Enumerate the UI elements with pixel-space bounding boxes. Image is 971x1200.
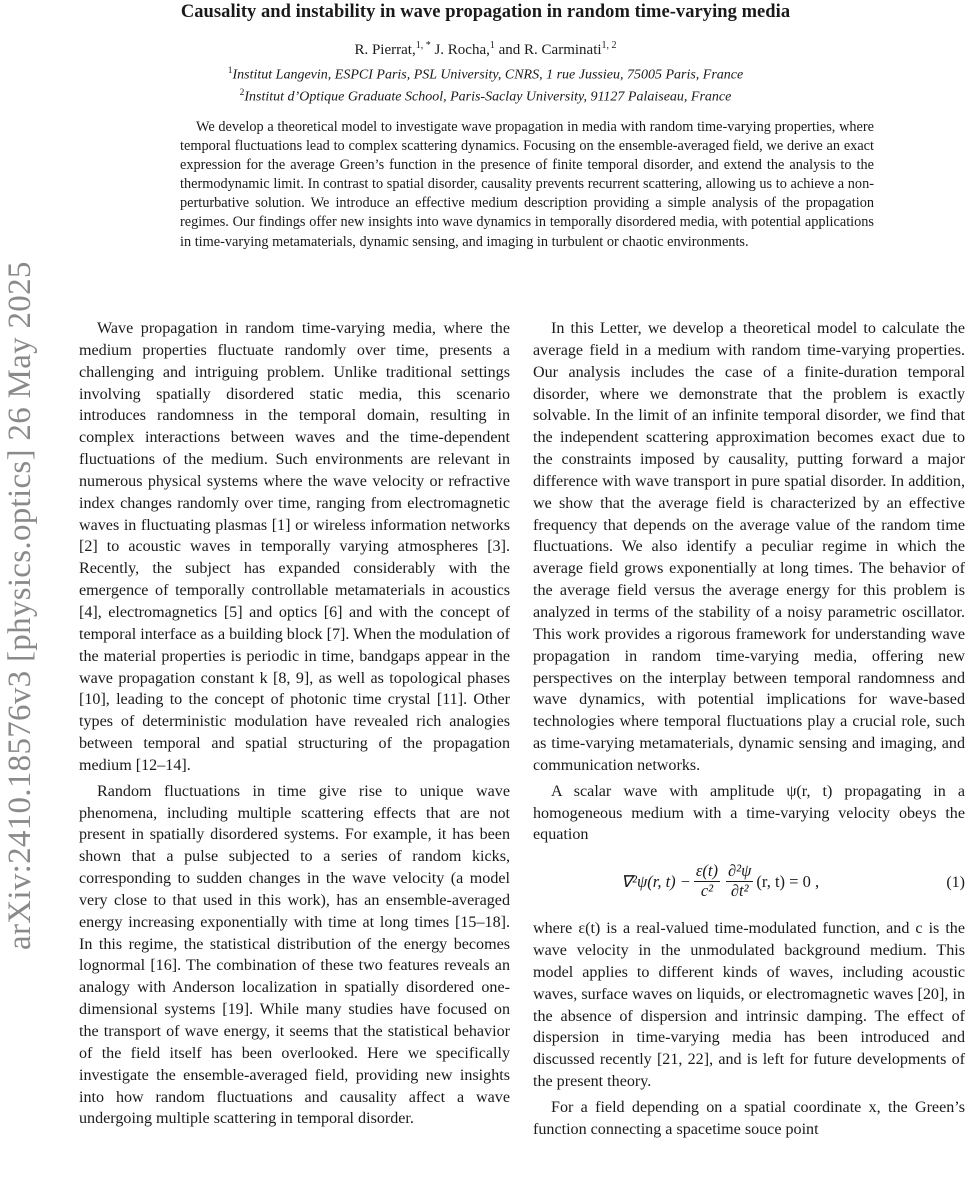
body-paragraph: where ε(t) is a real-valued time-modulated function, and c is the wave velocity in the unmodulated background medium. This model applies to different kinds of waves, including acoustic waves, surface waves on liquids, or electromagnetic waves [20], in the absence of dispersion and intrinsic damping. The effect of dispersion in time-varying media has been introduced and discussed recently [21, 22], and is left for future developments of the present theory. bbox=[533, 920, 965, 1091]
body-paragraph: A scalar wave with amplitude ψ(r, t) propagating in a homogeneous medium with a time-varying velocity obeys the equation bbox=[533, 782, 965, 844]
arxiv-identifier-stamp: arXiv:2410.18576v3 [physics.optics] 26 May 2025 bbox=[2, 261, 38, 950]
fraction-epsilon-over-c2: $\frac{\varepsilon(t)}{\text{c²}}$ bbox=[695, 861, 718, 901]
body-paragraph: In this Letter, we develop a theoretical model to calculate the average field in a medium with random time-varying properties. Our analysis includes the case of a finite-duration temporal disorder, where we demonstrate that the problem is exactly solvable. In the limit of an infinite temporal disorder, we find that the independent scattering approximation becomes exact due to the constraints imposed by causality, putting forward a major difference with wave transport in pure spatial disorder. In addition, we show that the average field is characterized by an effective frequency that depends on the average value of the random time fluctuations. We also identify a peculiar regime in which the average field grows exponentially at long times. The behavior of the average field versus the average energy for this problem is analyzed in terms of the stability of a noisy parametric oscillator. This work provides a rigorous framework for understanding wave propagation in random time-varying media, offering new perspectives on the interplay between temporal randomness and wave dynamics, with potential implications for wave-based technologies where temporal fluctuations play a crucial role, such as time-varying metamaterials, dynamic sensing and imaging, and communication networks. bbox=[533, 320, 965, 774]
body-paragraph: Random fluctuations in time give rise to unique wave phenomena, including multiple scattering effects that are not present in spatially disordered systems. For example, it has been shown that a pulse subjected to a series of random kicks, corresponding to sudden changes in the wave velocity (a model very close to that used in this work), has an ensemble-averaged energy increasing exponentially with time at long times [15–18]. In this regime, the statistical distribution of the energy becomes lognormal [16]. The combination of these two features reveals an analogy with Anderson localization in spatially disordered one-dimensional systems [19]. While many studies have focused on the transport of wave energy, it seems that the statistical behavior of the field itself has been overlooked. Here we specifically investigate the ensemble-averaged field, providing new insights into how random fluctuations and causality affect a wave undergoing multiple scattering in temporal disorder. bbox=[79, 782, 510, 1128]
paper-title: Causality and instability in wave propagation in random time-varying media bbox=[180, 2, 791, 22]
fraction-second-derivative: $\frac{\text{∂²ψ}}{\text{∂t²}}$ bbox=[728, 861, 752, 901]
body-paragraph: For a field depending on a spatial coordinate x, the Green’s function connecting a spacetime souce point bbox=[533, 1099, 965, 1138]
equation-lhs: ∇²ψ(r, t) − bbox=[621, 871, 691, 891]
abstract: We develop a theoretical model to investigate wave propagation in media with random time-varying properties, where temporal fluctuations lead to complex scattering dynamics. Focusing on the ensemble-averaged field, we derive an exact expression for the average Green’s function in the presence of finite temporal disorder, and extend the analysis to the thermodynamic limit. In contrast to spatial disorder, causality prevents recurrent scattering, allowing us to achieve a non-perturbative solution. We introduce an effective medium description providing a simple analysis of the propagation regimes. Our findings offer new insights into wave dynamics in temporally disordered media, with potential applications in time-varying metamaterials, dynamic sensing, and imaging in turbulent or chaotic environments. bbox=[180, 119, 874, 250]
affiliation bbox=[0, 66, 971, 84]
equation-rhs: (r, t) = 0 , bbox=[756, 871, 820, 891]
author-affiliation-marker: 1 bbox=[489, 40, 495, 51]
author-name: R. Pierrat, bbox=[354, 42, 416, 58]
affiliation-marker: 1 bbox=[227, 66, 233, 76]
affiliation-text: Institut Langevin, ESPCI Paris, PSL University, CNRS, 1 rue Jussieu, 75005 Paris, France bbox=[232, 67, 744, 83]
left-column bbox=[79, 318, 510, 1130]
author-affiliation-marker: 1, 2 bbox=[601, 40, 617, 51]
author-name: J. Rocha, bbox=[434, 42, 490, 58]
affiliation bbox=[0, 88, 971, 106]
equation-body bbox=[621, 862, 819, 901]
author-list bbox=[0, 40, 971, 59]
affiliation-marker: 2 bbox=[239, 88, 245, 98]
author-affiliation-marker: 1, * bbox=[415, 40, 431, 51]
equation-1 bbox=[533, 850, 965, 912]
equation-number: (1) bbox=[946, 874, 965, 892]
author-name: and R. Carminati bbox=[498, 42, 602, 58]
affiliation-text: Institut d’Optique Graduate School, Paris-Saclay University, 91127 Palaiseau, France bbox=[244, 89, 732, 105]
body-paragraph: Wave propagation in random time-varying media, where the medium properties fluctuate randomly over time, presents a challenging and intriguing problem. Unlike traditional settings involving spatially disordered static media, this scenario introduces randomness in the temporal domain, resulting in complex interactions between waves and the time-dependent fluctuations of the medium. Such environments are relevant in numerous physical systems where the wave velocity or refractive index changes randomly over time, ranging from electromagnetic waves in fluctuating plasmas [1] or wireless information networks [2] to acoustic waves in temporally varying atmospheres [3]. Recently, the subject has expanded considerably with the emergence of temporally controllable metamaterials in acoustics [4], electromagnetics [5] and optics [6] and with the concept of temporal interface as a building block [7]. When the modulation of the material properties is periodic in time, bandgaps appear in the wave propagation constant k [8, 9], as well as topological phases [10], leading to the concept of photonic time crystal [11]. Other types of deterministic modulation have revealed rich analogies between temporal and spatial structuring of the propagation medium [12–14]. bbox=[79, 320, 510, 774]
right-column bbox=[533, 318, 965, 1141]
